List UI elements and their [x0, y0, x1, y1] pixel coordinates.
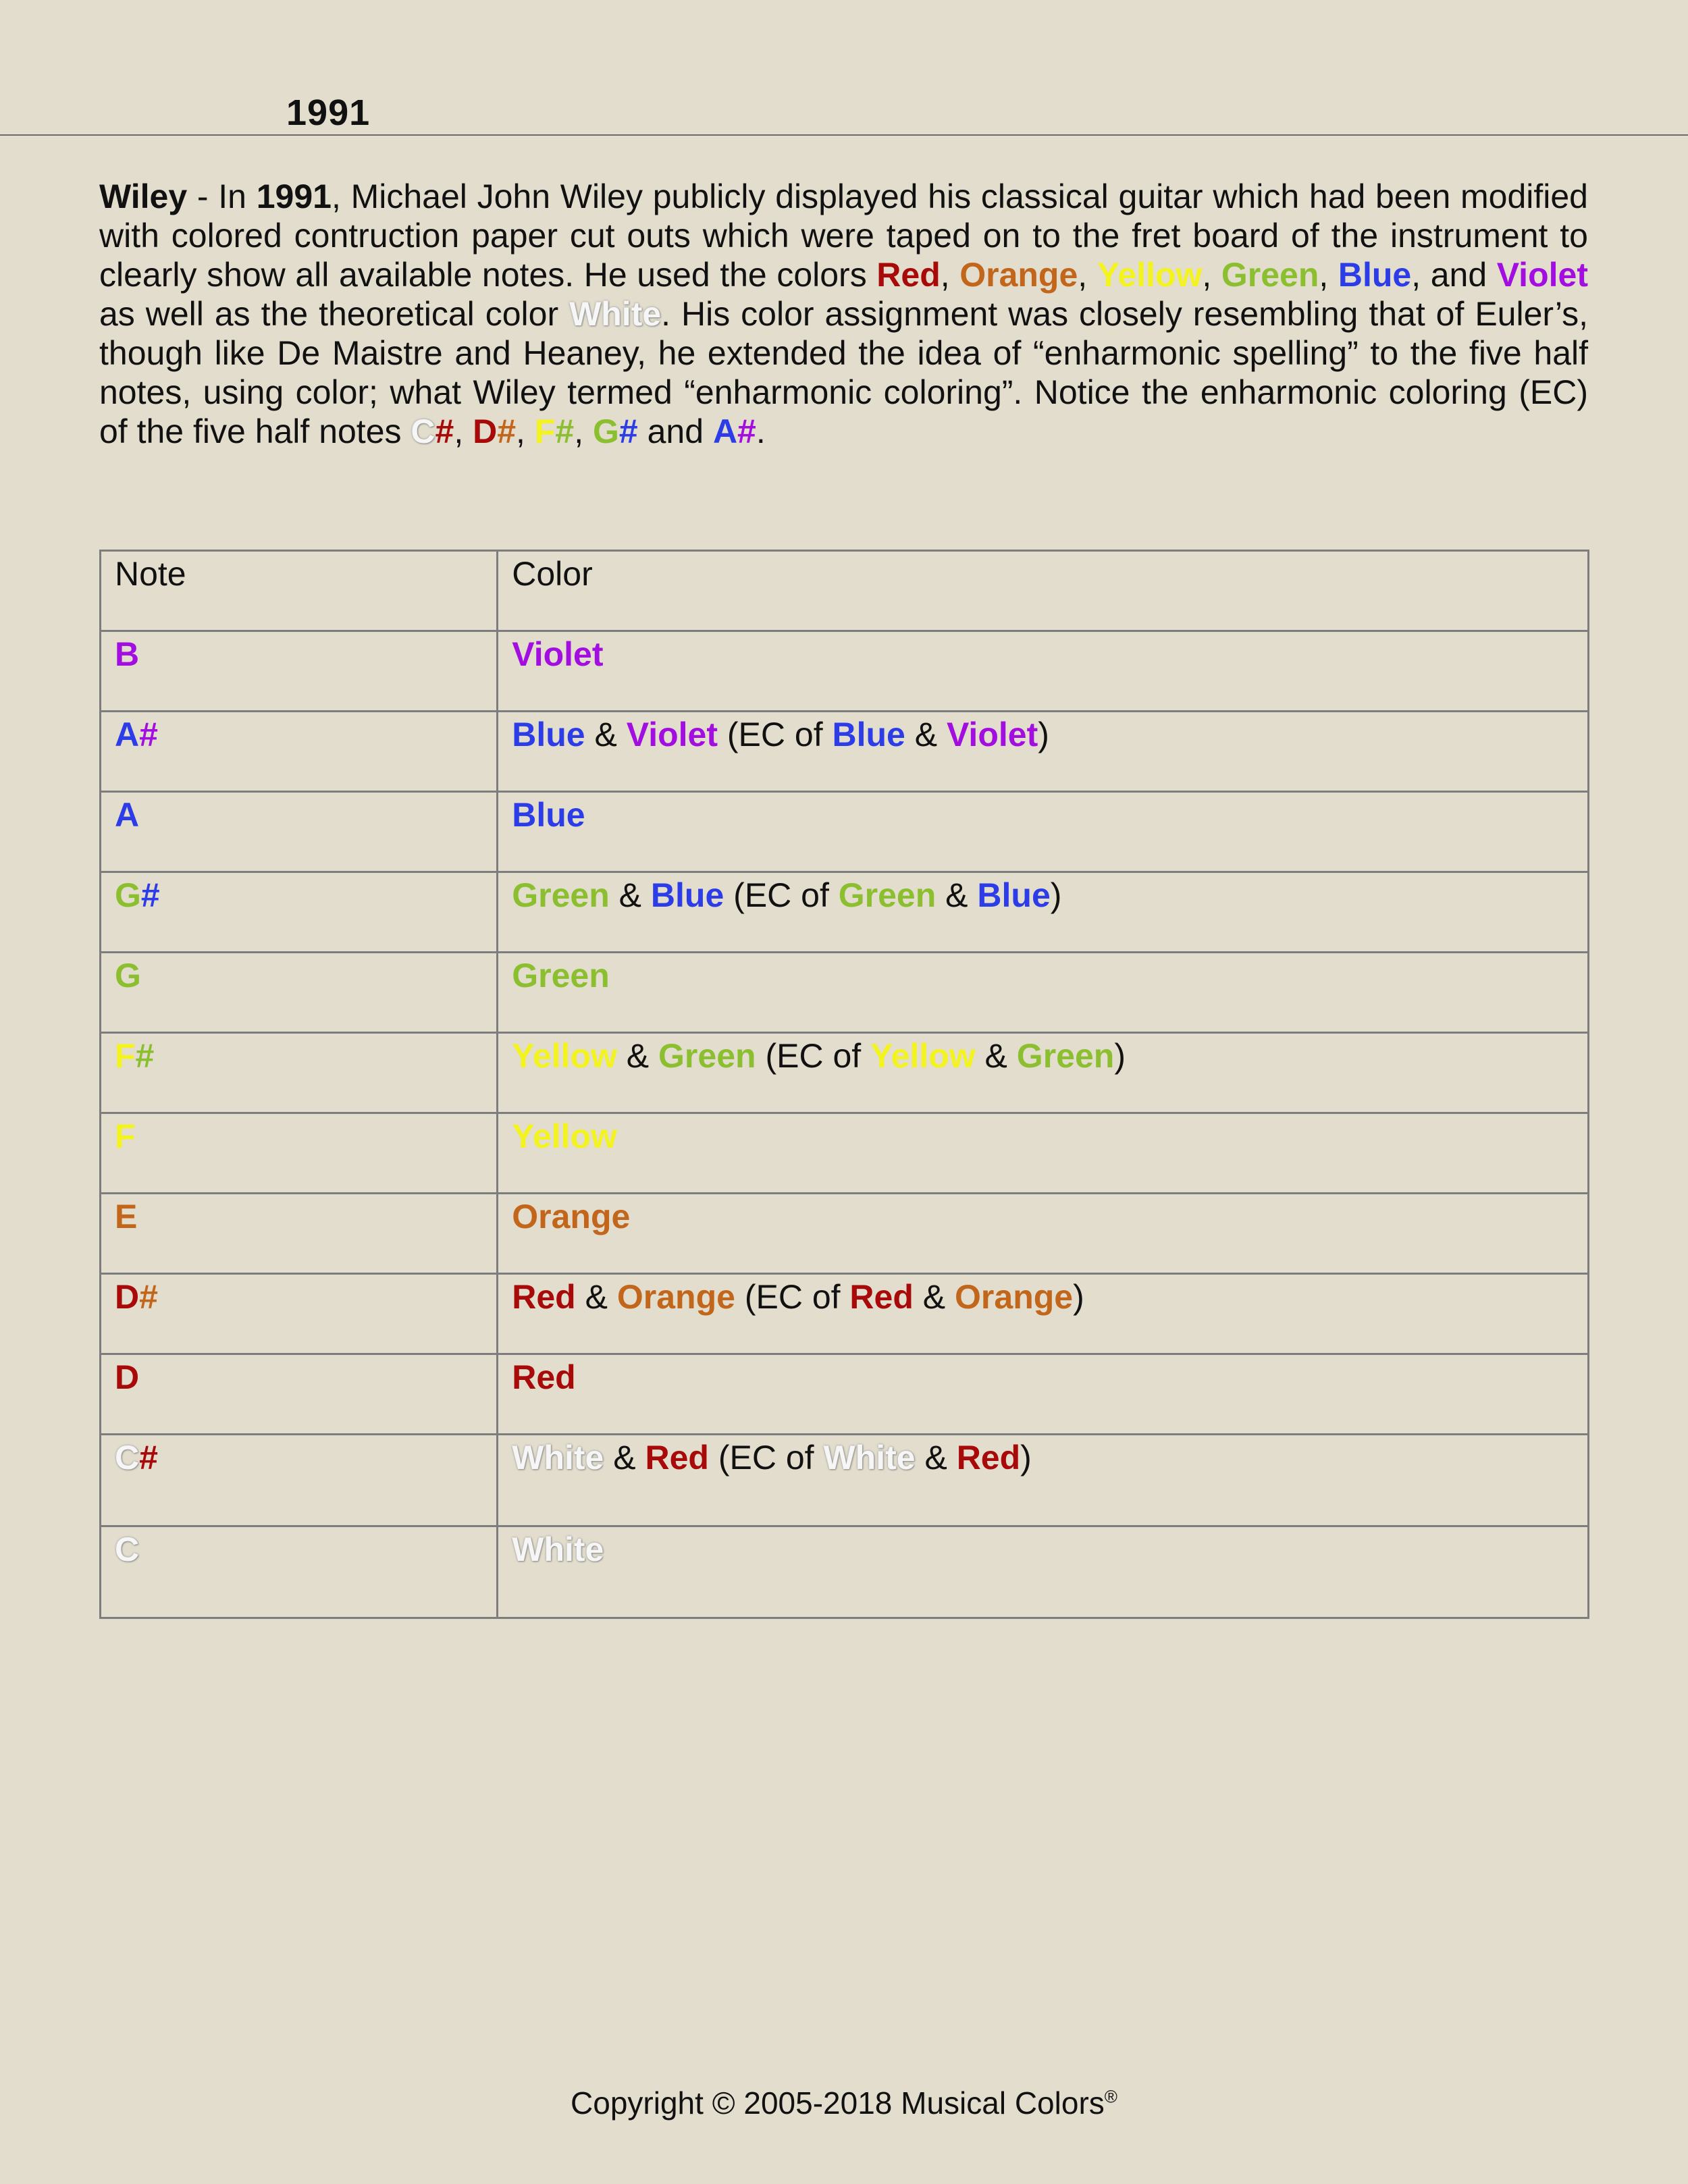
intro-text: . His color assignment was closely resembling that of Euler’s, though like De Maistre and Heaney, he extended the idea of “enharmonic spelling” to the five half notes, using color; what Wiley termed “enharmonic coloring”. Notice the enharmonic coloring (EC) of the five half notes: [99, 295, 1589, 450]
color-cell: [498, 1354, 1589, 1435]
color-name: Green: [512, 876, 610, 914]
color-name: Yellow: [512, 1117, 617, 1155]
note-letter: F: [115, 1037, 136, 1075]
color-cell: [498, 872, 1589, 953]
note-cell: [101, 792, 498, 872]
color-name: Green: [512, 957, 610, 994]
separator: &: [585, 716, 627, 753]
note-letter: C: [115, 1530, 140, 1568]
table-header-row: [101, 551, 1589, 631]
note-cell: [101, 1033, 498, 1113]
note-cell: [101, 953, 498, 1033]
separator: &: [913, 1278, 955, 1316]
year-heading: 1991: [286, 92, 371, 133]
note-cell: [101, 1274, 498, 1354]
color-word-yellow: Yellow: [1097, 256, 1203, 294]
intro-year: 1991: [256, 178, 332, 215]
color-name: Red: [512, 1358, 576, 1396]
separator: &: [975, 1037, 1017, 1075]
table-row: [101, 1033, 1589, 1113]
color-name: Yellow: [870, 1037, 976, 1075]
separator: ,: [1319, 256, 1338, 294]
color-name: Blue: [977, 876, 1051, 914]
separator: ): [1114, 1037, 1126, 1075]
color-name: White: [823, 1439, 916, 1476]
color-name: Red: [512, 1278, 576, 1316]
header-color: Color: [498, 551, 1589, 631]
separator: &: [936, 876, 978, 914]
color-word-orange: Orange: [959, 256, 1078, 294]
separator: ): [1038, 716, 1049, 753]
separator: ,: [940, 256, 960, 294]
color-word-blue: Blue: [1338, 256, 1412, 294]
color-name: Red: [956, 1439, 1021, 1476]
color-name: Blue: [512, 796, 585, 834]
separator: &: [609, 876, 651, 914]
intro-paragraph: [99, 177, 1588, 451]
color-cell: [498, 1526, 1589, 1618]
color-name: Orange: [616, 1278, 735, 1316]
registered-mark: ®: [1104, 2086, 1117, 2107]
color-name: Blue: [650, 876, 724, 914]
separator: (EC of: [735, 1278, 850, 1316]
color-word-red: Red: [876, 256, 941, 294]
note-f-letter: F: [534, 412, 556, 450]
color-cell: [498, 1033, 1589, 1113]
note-letter: D: [115, 1278, 140, 1316]
color-cell: [498, 1435, 1589, 1526]
color-name: Violet: [946, 716, 1038, 753]
note-cell: [101, 1526, 498, 1618]
color-cell: [498, 792, 1589, 872]
note-sharp: #: [435, 412, 454, 450]
table-row: [101, 1354, 1589, 1435]
color-word-violet: Violet: [1496, 256, 1588, 294]
note-sharp: #: [555, 412, 575, 450]
header-divider: [0, 134, 1688, 136]
separator: ): [1073, 1278, 1084, 1316]
color-cell: [498, 631, 1589, 712]
color-word-white: White: [569, 295, 662, 333]
color-name: Red: [645, 1439, 709, 1476]
intro-text: , Michael John Wiley publicly displayed his classical guitar which had been modified with colored contruction paper cut outs which were taped on to the fret board of the instrument to clearly show all available notes. He used the colors: [99, 178, 1588, 294]
separator: &: [604, 1439, 645, 1476]
separator: &: [905, 716, 947, 753]
color-name: Green: [1016, 1037, 1115, 1075]
color-word-green: Green: [1221, 256, 1319, 294]
note-letter: G: [115, 957, 141, 994]
table-row: [101, 1113, 1589, 1194]
intro-name: Wiley: [99, 178, 188, 215]
separator: ): [1020, 1439, 1032, 1476]
table-row: [101, 631, 1589, 712]
separator: ,: [1202, 256, 1221, 294]
note-letter: F: [115, 1117, 136, 1155]
table-row: [101, 1435, 1589, 1526]
note-g-letter: G: [593, 412, 619, 450]
color-cell: [498, 712, 1589, 792]
note-letter: A: [115, 716, 140, 753]
color-name: Violet: [626, 716, 718, 753]
note-sharp: #: [135, 1037, 155, 1075]
separator: ,: [454, 412, 473, 450]
color-name: Orange: [955, 1278, 1074, 1316]
table-row: [101, 1194, 1589, 1274]
color-name: Green: [658, 1037, 756, 1075]
note-cell: [101, 872, 498, 953]
separator: and: [637, 412, 713, 450]
note-letter: A: [115, 796, 140, 834]
note-sharp: #: [497, 412, 517, 450]
note-sharp: #: [139, 1439, 158, 1476]
table-row: [101, 1274, 1589, 1354]
note-letter: C: [115, 1439, 140, 1476]
separator: , and: [1411, 256, 1497, 294]
table-row: [101, 872, 1589, 953]
table-row: [101, 953, 1589, 1033]
color-name: Blue: [832, 716, 905, 753]
note-sharp: #: [618, 412, 638, 450]
note-letter: D: [115, 1358, 140, 1396]
separator: (EC of: [756, 1037, 871, 1075]
copyright-text: Copyright © 2005-2018 Musical Colors: [571, 2085, 1105, 2121]
separator: .: [756, 412, 766, 450]
header-note: Note: [101, 551, 498, 631]
color-cell: [498, 1194, 1589, 1274]
color-name: White: [512, 1530, 604, 1568]
separator: (EC of: [708, 1439, 824, 1476]
color-cell: [498, 953, 1589, 1033]
note-sharp: #: [139, 716, 158, 753]
separator: (EC of: [718, 716, 833, 753]
table-row: [101, 1526, 1589, 1618]
separator: ,: [574, 412, 593, 450]
color-name: Red: [849, 1278, 914, 1316]
separator: ): [1050, 876, 1062, 914]
intro-text: - In: [187, 178, 257, 215]
color-name: Violet: [512, 635, 604, 673]
note-sharp: #: [139, 1278, 158, 1316]
color-cell: [498, 1274, 1589, 1354]
note-cell: [101, 631, 498, 712]
note-sharp: #: [140, 876, 160, 914]
color-name: White: [512, 1439, 604, 1476]
color-name: Yellow: [512, 1037, 617, 1075]
separator: &: [915, 1439, 957, 1476]
note-color-table: [99, 550, 1589, 1619]
note-cell: [101, 1113, 498, 1194]
note-sharp: #: [737, 412, 756, 450]
table-row: [101, 792, 1589, 872]
note-cell: [101, 712, 498, 792]
color-name: Blue: [512, 716, 585, 753]
note-d-letter: D: [473, 412, 498, 450]
color-name: Green: [838, 876, 937, 914]
table-row: [101, 712, 1589, 792]
note-letter: E: [115, 1198, 138, 1235]
note-a-letter: A: [712, 412, 738, 450]
color-name: Orange: [512, 1198, 631, 1235]
separator: ,: [516, 412, 535, 450]
separator: (EC of: [724, 876, 839, 914]
separator: ,: [1078, 256, 1097, 294]
note-cell: [101, 1354, 498, 1435]
separator: &: [616, 1037, 659, 1075]
color-cell: [498, 1113, 1589, 1194]
note-letter: B: [115, 635, 140, 673]
note-letter: G: [115, 876, 141, 914]
note-cell: [101, 1435, 498, 1526]
separator: &: [575, 1278, 617, 1316]
copyright-footer: [0, 2085, 1688, 2121]
intro-text: as well as the theoretical color: [99, 295, 570, 333]
note-c-letter: C: [411, 412, 436, 450]
note-cell: [101, 1194, 498, 1274]
